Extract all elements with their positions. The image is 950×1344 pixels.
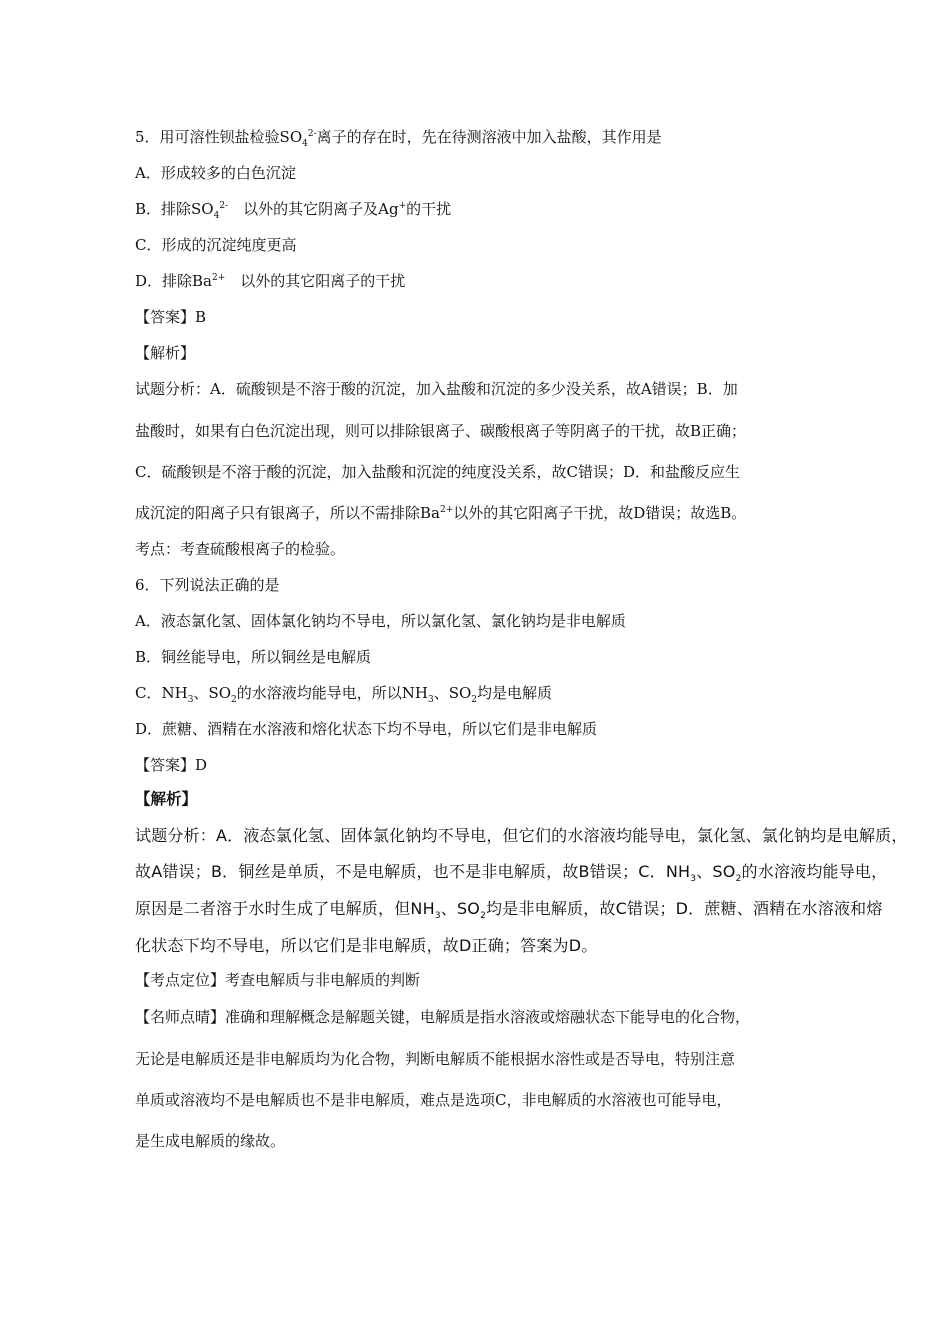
q5-analysis-line-3: C．硫酸钡是不溶于酸的沉淀，加入盐酸和沉淀的纯度没关系，故C错误；D．和盐酸反应生 [135,463,740,481]
q6-option-c [135,683,552,703]
q6-option-c-text-d: 、SO [433,684,472,702]
q6-analysis-line-1: 试题分析：A．液态氯化氢、固体氯化钠均不导电，但它们的水溶液均能导电，氯化氢、氯化钠均是电解质， [135,826,908,845]
q5-option-b-sup2: + [398,201,407,211]
q6-option-c-text-e: 均是电解质 [477,684,553,702]
q6-analysis-line-4: 化状态下均不导电，所以它们是非电解质，故D正确；答案为D。 [135,936,598,955]
q6-analysis-line-3-sub1: 3 [434,911,441,922]
q6-option-c-sub4: 2 [471,695,477,705]
q5-option-d-text-b: 以外的其它阳离子的干扰 [225,272,406,290]
q6-analysis-line-3-sub2: 2 [480,911,487,922]
q5-analysis-line-1: 试题分析：A．硫酸钡是不溶于酸的沉淀，加入盐酸和沉淀的多少没关系，故A错误；B．加 [135,380,738,398]
q5-answer: 【答案】B [135,308,207,326]
q6-analysis-title: 【解析】 [135,790,198,808]
q6-option-c-text-a: C．NH [135,684,188,702]
q5-stem [135,127,662,147]
q5-stem-text-b: 离子的存在时，先在待测溶液中加入盐酸，其作用是 [316,128,662,146]
q6-analysis-line-3-text-c: 均是非电解质，故C错误；D．蔗糖、酒精在水溶液和熔 [486,899,883,918]
q5-analysis-line-4-text-b: 以外的其它阳离子干扰，故D错误；故选B。 [453,504,747,522]
q5-option-a: A．形成较多的白色沉淀 [135,164,296,182]
q5-stem-sub: 4 [302,139,308,149]
q6-kaodian: 【考点定位】考查电解质与非电解质的判断 [135,971,421,989]
q6-analysis-line-2-sub2: 2 [735,874,742,885]
q5-option-c: C．形成的沉淀纯度更高 [135,236,297,254]
q5-kaodian: 考点：考查硫酸根离子的检验。 [135,540,346,558]
q6-analysis-line-2-text-c: 的水溶液均能导电， [741,862,888,881]
q5-option-d-text-a: D．排除Ba [135,272,212,290]
q6-analysis-line-2-sub1: 3 [690,874,697,885]
q5-option-b-sup: 2- [219,201,229,211]
q5-option-b-text-a: B．排除SO [135,200,214,218]
q6-analysis-line-3-text-b: 、SO [440,899,481,918]
q6-mingshi-line-1: 【名师点晴】准确和理解概念是解题关键，电解质是指水溶液或熔融状态下能导电的化合物， [135,1008,751,1026]
q5-option-b-sub: 4 [213,211,220,221]
q6-analysis-line-2 [135,862,888,885]
q6-option-c-text-b: 、SO [193,684,231,702]
q6-analysis-line-3-text-a: 原因是二者溶于水时生成了电解质，但NH [135,899,435,918]
q6-option-b: B．铜丝能导电，所以铜丝是电解质 [135,648,372,666]
q5-analysis-line-2: 盐酸时，如果有白色沉淀出现，则可以排除银离子、碳酸根离子等阴离子的干扰，故B正确； [135,422,747,440]
q6-option-d: D．蔗糖、酒精在水溶液和熔化状态下均不导电，所以它们是非电解质 [135,720,598,738]
q5-option-d-sup: 2+ [212,273,226,283]
q6-mingshi-line-3: 单质或溶液均不是电解质也不是非电解质，难点是选项C，非电解质的水溶液也可能导电， [135,1091,732,1109]
q6-analysis-line-3 [135,899,883,922]
q6-mingshi-line-2: 无论是电解质还是非电解质均为化合物，判断电解质不能根据水溶性或是否导电，特别注意 [135,1050,736,1068]
q6-answer: 【答案】D [135,756,208,774]
q5-analysis-line-4-text-a: 成沉淀的阳离子只有银离子，所以不需排除Ba [135,504,440,522]
q6-mingshi-line-4: 是生成电解质的缘故。 [135,1132,286,1150]
q6-option-c-sub1: 3 [187,695,194,705]
q6-option-c-text-c: 的水溶液均能导电，所以NH [236,684,428,702]
q6-option-a: A．液态氯化氢、固体氯化钠均不导电，所以氯化氢、氯化钠均是非电解质 [135,612,626,630]
q5-analysis-line-4-sup: 2+ [439,505,454,515]
q5-option-b-text-b: 以外的其它阴离子及Ag [228,200,399,218]
q6-analysis-line-2-text-b: 、SO [696,862,736,881]
q6-analysis-line-2-text-a: 故A错误；B．铜丝是单质，不是电解质，也不是非电解质，故B错误；C．NH [135,862,691,881]
q5-option-d [135,271,405,291]
q6-stem: 6．下列说法正确的是 [135,576,280,594]
q5-option-b-text-c: 的干扰 [406,200,452,218]
q6-option-c-sub3: 3 [427,695,434,705]
q6-option-c-sub2: 2 [231,695,237,705]
q5-stem-sup: 2- [307,129,317,139]
q5-analysis-title: 【解析】 [135,344,196,362]
q5-stem-text-a: 5．用可溶性钡盐检验SO [135,128,303,146]
q5-option-b [135,199,451,219]
q5-analysis-line-4 [135,503,746,523]
